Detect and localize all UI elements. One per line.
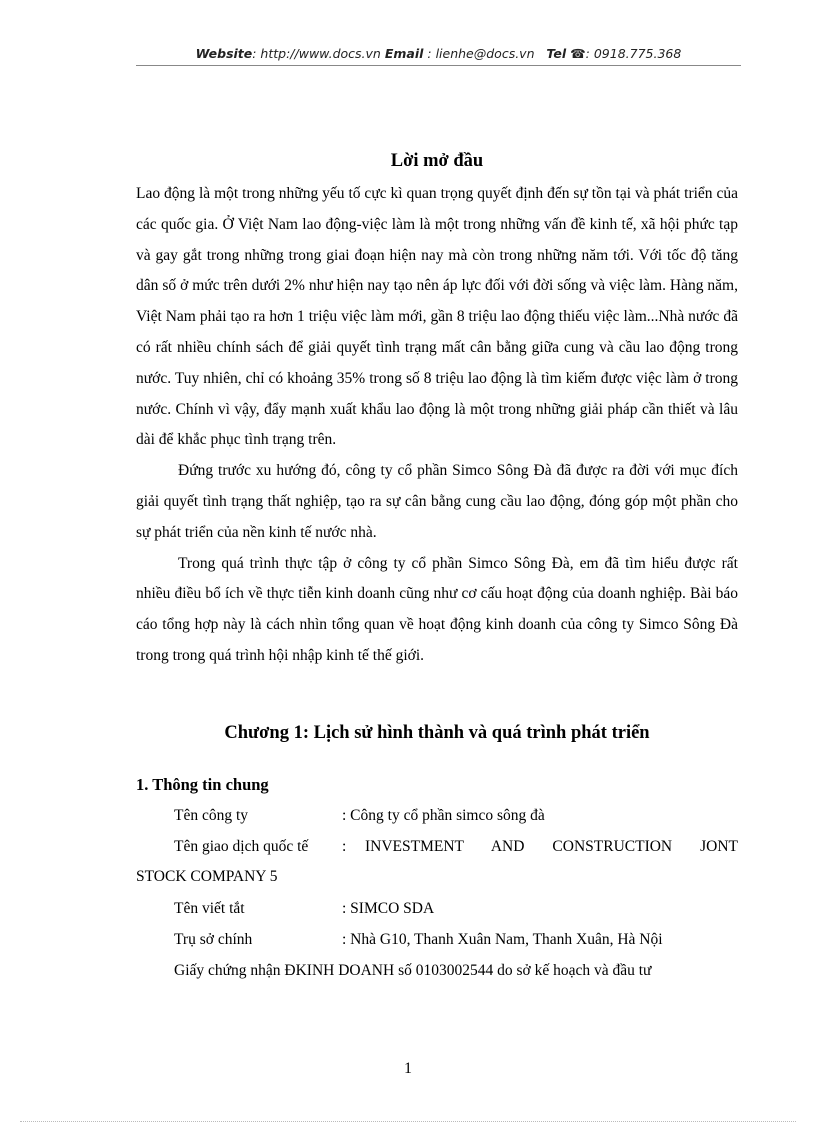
section-title: 1. Thông tin chung xyxy=(136,774,269,794)
intro-title: Lời mở đầu xyxy=(390,151,484,171)
document-body xyxy=(136,143,738,986)
info-row-abbreviation xyxy=(136,893,738,924)
page-header xyxy=(136,46,741,61)
page-number: 1 xyxy=(404,1060,412,1077)
info-row-headquarters xyxy=(136,924,738,955)
info-value: : SIMCO SDA xyxy=(342,899,435,917)
tel-value: : 0918.775.368 xyxy=(585,46,682,61)
email-label: Email xyxy=(384,46,424,61)
footer-divider xyxy=(20,1121,796,1122)
header-divider xyxy=(136,65,741,66)
info-label: Tên công ty xyxy=(174,806,249,824)
business-license-line: Giấy chứng nhận ĐKINH DOANH số 0103002544 do sở kế hoạch và đầu tư xyxy=(174,961,652,979)
email-value: : lienhe@docs.vn xyxy=(423,46,535,61)
intro-paragraph-1: Lao động là một trong những yếu tố cực kì quan trọng quyết định đến sự tồn tại và phát triển của các quốc gia. Ở Việt Nam lao động-việc làm là một trong những vấn đề kinh tế, xã hội phức tạp và gay gắt trong những trong giai đoạn hiện nay mà còn trong những năm tới. Với tốc độ tăng dân số ở mức trên dưới 2% như hiện nay tạo nên áp lực đối với đời sống và việc làm. Hàng năm, Việt Nam phải tạo ra hơn 1 triệu việc làm mới, gần 8 triệu lao động thiếu việc làm...Nhà nước đã có rất nhiều chính sách để giải quyết tình trạng mất cân bằng giữa cung và cầu lao động trong nước. Tuy nhiên, chỉ có khoảng 35% trong số 8 triệu lao động là tìm kiếm được việc làm ở trong nước. Chính vì vậy, đẩy mạnh xuất khẩu lao động là một trong những giải pháp cần thiết và lâu dài để khắc phục tình trạng trên. xyxy=(136,185,738,449)
intro-paragraph-2: Đứng trước xu hướng đó, công ty cổ phần Simco Sông Đà đã được ra đời với mục đích giải quyết tình trạng thất nghiệp, tạo ra sự cân bằng cung cầu lao động, đóng góp một phần cho sự phát triển của nền kinh tế nước nhà. xyxy=(136,462,738,541)
info-label: Tên viết tắt xyxy=(174,899,245,917)
tel-label: Tel xyxy=(546,46,567,61)
info-value: : Nhà G10, Thanh Xuân Nam, Thanh Xuân, Hà Nội xyxy=(342,930,663,948)
website-label: Website xyxy=(195,46,253,61)
info-label: Trụ sở chính xyxy=(174,930,253,948)
info-value: : Công ty cổ phần simco sông đà xyxy=(342,806,545,824)
intro-paragraph-3: Trong quá trình thực tập ở công ty cổ phần Simco Sông Đà, em đã tìm hiểu được rất nhiều điều bổ ích về thực tiễn kinh doanh cũng như cơ cấu hoạt động của doanh nghiệp. Bài báo cáo tổng hợp này là cách nhìn tổng quan về hoạt động kinh doanh của công ty Simco Sông Đà trong trong quá trình hội nhập kinh tế thế giới. xyxy=(136,554,738,664)
website-value: : http://www.docs.vn xyxy=(252,46,381,61)
info-continuation: STOCK COMPANY 5 xyxy=(136,867,278,885)
info-label: Tên giao dịch quốc tế xyxy=(174,837,309,855)
info-value: : INVESTMENT AND CONSTRUCTION JONT xyxy=(342,837,738,855)
phone-icon: ☎ xyxy=(570,46,586,61)
info-row-intl-name xyxy=(136,831,738,862)
chapter-title: Chương 1: Lịch sử hình thành và quá trình phát triển xyxy=(224,722,650,743)
info-row-company-name xyxy=(136,800,738,831)
